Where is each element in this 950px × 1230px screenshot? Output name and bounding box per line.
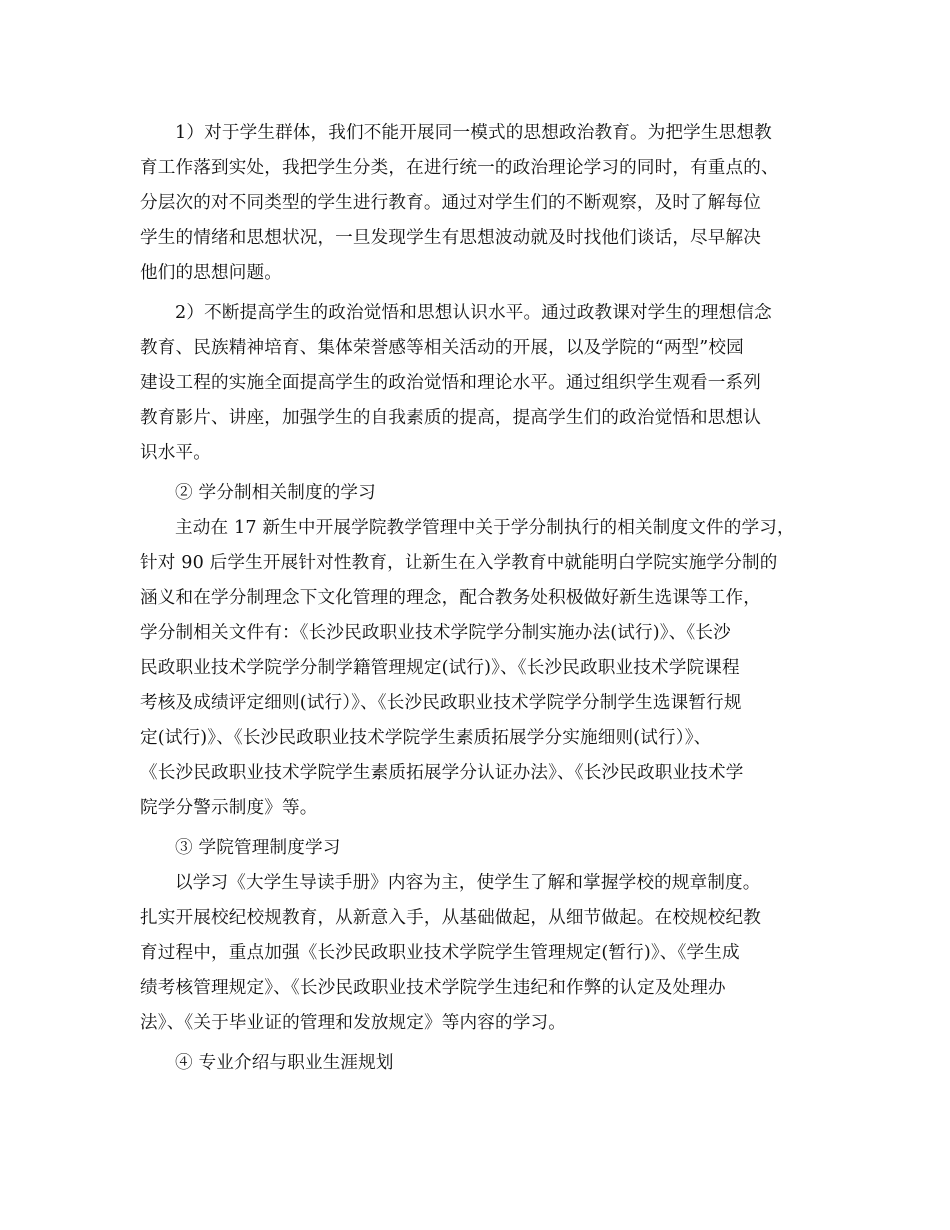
paragraph-1-line-3: 分层次的对不同类型的学生进行教育。通过对学生们的不断观察，及时了解每位 [140, 193, 762, 213]
paragraph-2-line-5: 识水平。 [140, 443, 211, 463]
paragraph-2-line-4: 教育影片、讲座，加强学生的自我素质的提高，提高学生们的政治觉悟和思想认 [140, 408, 762, 428]
paragraph-3-line-2: 针对 90 后学生开展针对性教育，让新生在入学教育中就能明白学院实施学分制的 [140, 553, 778, 573]
paragraph-1-line-1: 1）对于学生群体，我们不能开展同一模式的思想政治教育。为把学生思想教 [175, 123, 772, 143]
paragraph-4-line-5: 法》、《关于毕业证的管理和发放规定》等内容的学习。 [140, 1013, 566, 1033]
paragraph-3-line-9: 院学分警示制度》等。 [140, 798, 318, 818]
paragraph-3-line-7: 定(试行)》、《长沙民政职业技术学院学生素质拓展学分实施细则(试行）》、 [140, 728, 712, 748]
paragraph-3-line-6: 考核及成绩评定细则(试行）》、《长沙民政职业技术学院学分制学生选课暂行规 [140, 693, 742, 713]
section-heading-career-planning: ④ 专业介绍与职业生涯规划 [175, 1053, 394, 1073]
paragraph-4-line-1: 以学习《大学生导读手册》内容为主，使学生了解和掌握学校的规章制度。 [175, 873, 761, 893]
paragraph-3-line-1: 主动在 17 新生中开展学院教学管理中关于学分制执行的相关制度文件的学习， [175, 518, 795, 538]
section-heading-credit-system: ② 学分制相关制度的学习 [175, 483, 376, 503]
paragraph-3-line-8: 《长沙民政职业技术学院学生素质拓展学分认证办法》、《长沙民政职业技术学 [140, 763, 744, 783]
paragraph-1-line-4: 学生的情绪和思想状况，一旦发现学生有思想波动就及时找他们谈话，尽早解决 [140, 228, 762, 248]
paragraph-4-line-4: 绩考核管理规定》、《长沙民政职业技术学院学生违纪和作弊的认定及处理办 [140, 978, 726, 998]
paragraph-3-line-3: 涵义和在学分制理念下文化管理的理念，配合教务处积极做好新生选课等工作， [140, 588, 762, 608]
paragraph-3-line-5: 民政职业技术学院学分制学籍管理规定(试行)》、《长沙民政职业技术学院课程 [140, 658, 740, 678]
paragraph-2-line-1: 2）不断提高学生的政治觉悟和思想认识水平。通过政教课对学生的理想信念 [175, 303, 772, 323]
paragraph-2-line-3: 建设工程的实施全面提高学生的政治觉悟和理论水平。通过组织学生观看一系列 [140, 373, 762, 393]
section-heading-management: ③ 学院管理制度学习 [175, 838, 341, 858]
paragraph-3-line-4: 学分制相关文件有：《长沙民政职业技术学院学分制实施办法(试行)》、《长沙 [140, 623, 731, 643]
paragraph-4-line-3: 育过程中，重点加强《长沙民政职业技术学院学生管理规定(暂行)》、《学生成 [140, 943, 740, 963]
paragraph-4-line-2: 扎实开展校纪校规教育，从新意入手，从基础做起，从细节做起。在校规校纪教 [140, 908, 762, 928]
paragraph-1-line-5: 他们的思想问题。 [140, 263, 282, 283]
paragraph-2-line-2: 教育、民族精神培育、集体荣誉感等相关活动的开展，以及学院的“两型”校园 [140, 338, 744, 358]
paragraph-1-line-2: 育工作落到实处，我把学生分类，在进行统一的政治理论学习的同时，有重点的、 [140, 158, 779, 178]
